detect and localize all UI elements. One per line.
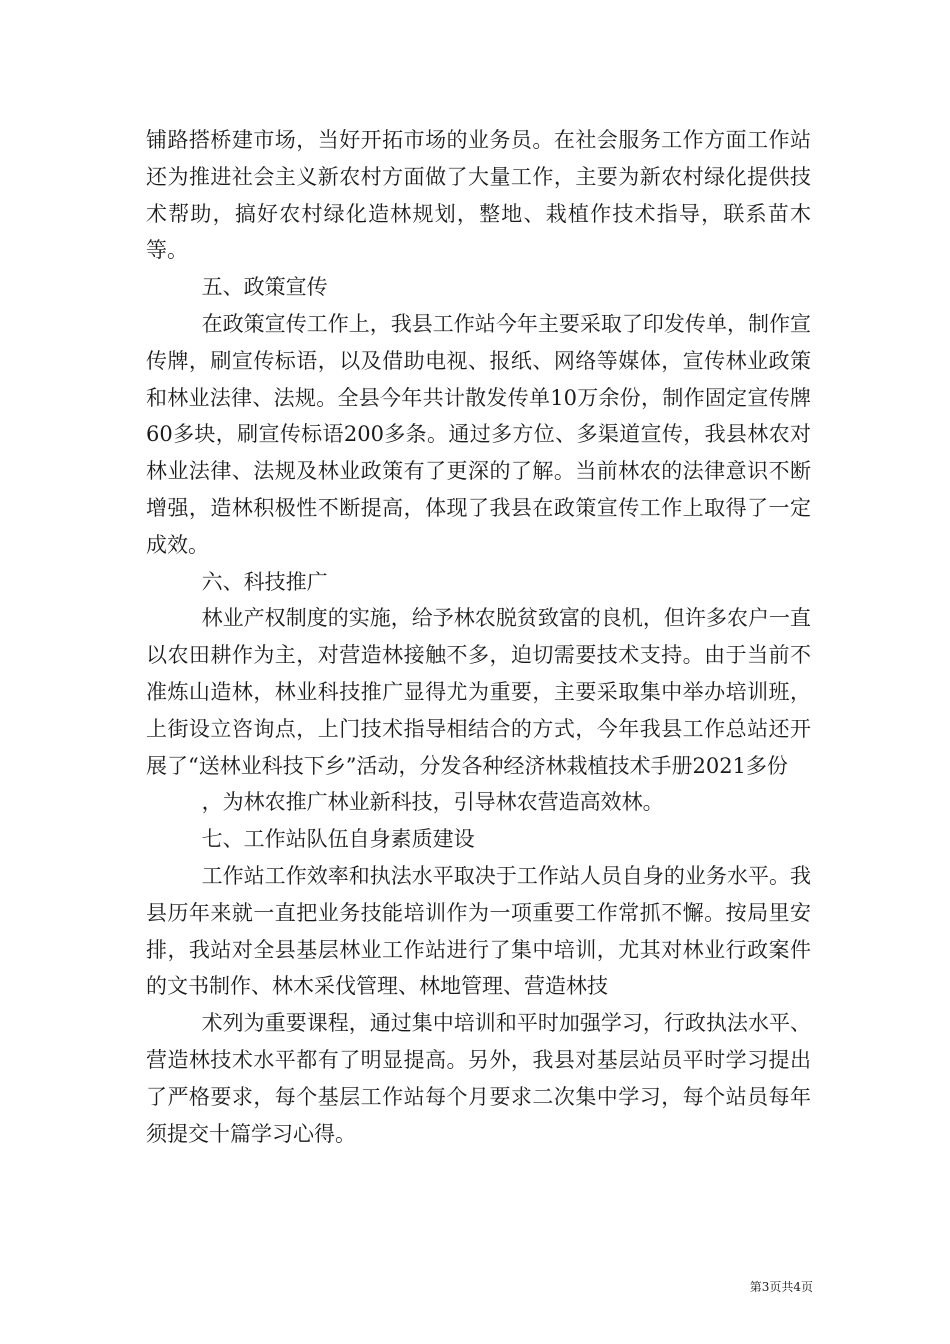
heading-policy-promotion: 五、政策宣传	[201, 275, 328, 300]
document-body	[146, 122, 811, 1152]
paragraph-tech-promotion: 林业产权制度的实施，给予林农脱贫致富的良机，但许多农户一直以农田耕作为主，对营造林接触不多，迫切需要技术支持。由于当前不准炼山造林，林业科技推广显得尤为重要，主要采取集中举办培训班，上街设立咨询点，上门技术指导相结合的方式，今年我县工作总站还开展了“送林业科技下乡”活动，分发各种经济林栽植技术手册2021多份	[146, 606, 811, 778]
paragraph-policy-promotion: 在政策宣传工作上，我县工作站今年主要采取了印发传单，制作宣传牌，刷宣传标语，以及借助电视、报纸、网络等媒体，宣传林业政策和林业法律、法规。全县今年共计散发传单10万余份，制作固定宣传牌60多块，刷宣传标语200多条。通过多方位、多渠道宣传，我县林农对林业法律、法规及林业政策有了更深的了解。当前林农的法律意识不断增强，造林积极性不断提高，体现了我县在政策宣传工作上取得了一定成效。	[146, 311, 811, 557]
paragraph-social-service: 铺路搭桥建市场，当好开拓市场的业务员。在社会服务工作方面工作站还为推进社会主义新农村方面做了大量工作，主要为新农村绿化提供技术帮助，搞好农村绿化造林规划，整地、栽植作技术指导，联系苗木等。	[146, 128, 811, 263]
paragraph-team-building: 工作站工作效率和执法水平取决于工作站人员自身的业务水平。我县历年来就一直把业务技能培训作为一项重要工作常抓不懈。按局里安排，我站对全县基层林业工作站进行了集中培训，尤其对林业行政案件的文书制作、林木采伐管理、林地管理、营造林技	[146, 863, 811, 999]
heading-tech-promotion: 六、科技推广	[201, 569, 328, 594]
page-number-footer: 第3页共4页	[749, 1280, 813, 1294]
heading-team-building: 七、工作站队伍自身素质建设	[201, 827, 475, 852]
paragraph-tech-promotion-continued: ，为林农推广林业新科技，引导林农营造高效林。	[201, 790, 664, 815]
paragraph-team-building-continued: 术列为重要课程，通过集中培训和平时加强学习，行政执法水平、营造林技术水平都有了明显提高。另外，我县对基层站员平时学习提出了严格要求，每个基层工作站每个月要求二次集中学习，每个站员每年须提交十篇学习心得。	[146, 1011, 811, 1146]
